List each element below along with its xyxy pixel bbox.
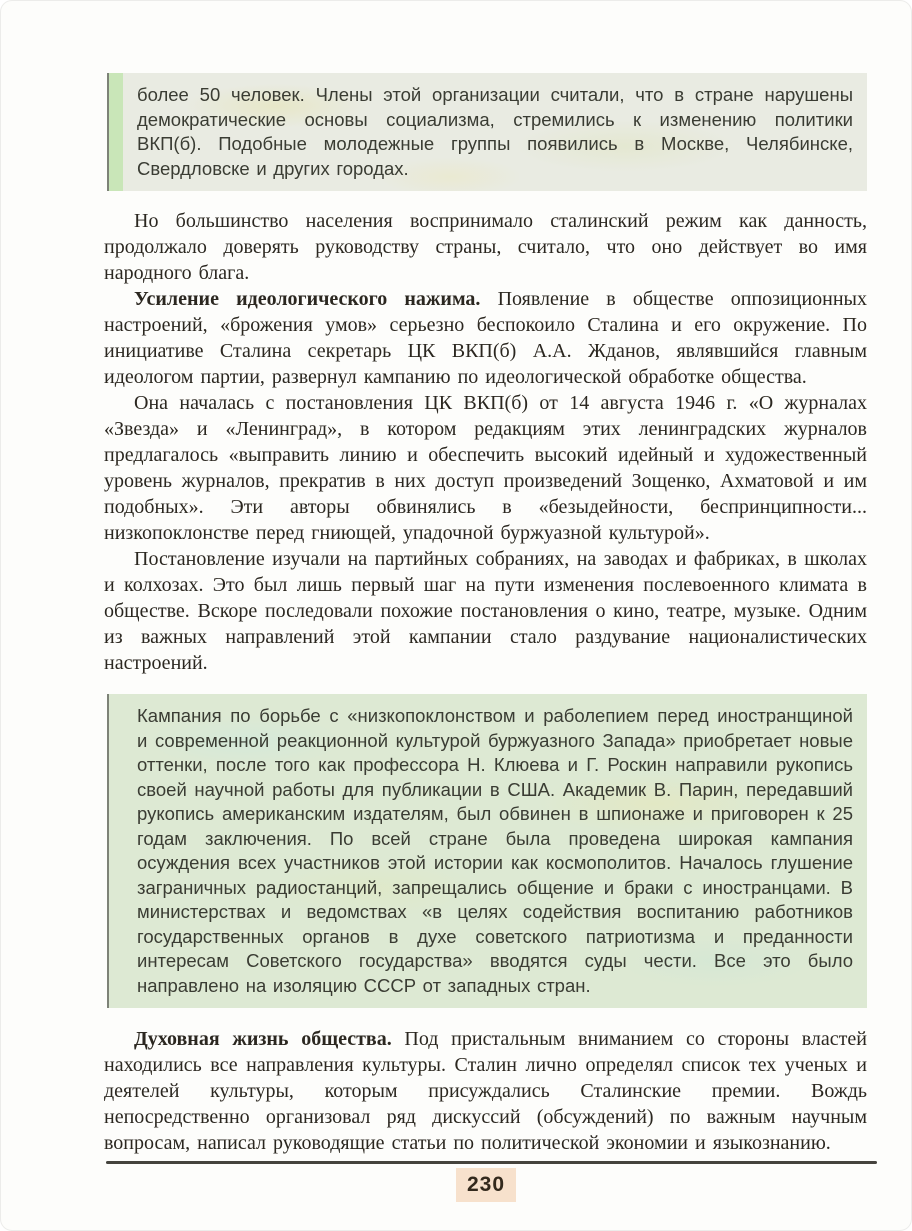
- body-paragraph: [104, 1026, 867, 1156]
- page-number-badge: [456, 1168, 516, 1202]
- body-paragraph: Постановление изучали на партийных собраниях, на заводах и фабриках, в школах и колхозах. Это был лишь первый шаг на пути изменения послевоенного климата в обществе. Вскоре последовали похожие постановления о кино, театре, музыке. Одним из важных направлений этой кампании стало раздувание националистических настроений.: [104, 548, 867, 674]
- body-paragraph: Она началась с постановления ЦК ВКП(б) от 14 августа 1946 г. «О журналах «Звезда» и «Ленинград», в котором редакциям этих ленинградских журналов предлагалось «выправить линию и обеспечить высокий идейный и художественный уровень журналов, прекратив в них доступ произведений Зощенко, Ахматовой и им подобных». Эти авторы обвинялись в «безыдейности, беспринципности... низкопоклонстве перед гниющей, упадочной буржуазной культурой».: [104, 392, 867, 544]
- body-paragraph: [104, 286, 867, 390]
- inset-middle-text: Кампания по борьбе с «низкопоклонством и раболепием перед иностранщиной и современной реакционной культурой буржуазного Запада» приобретает новые оттенки, после того как профессора Н. Клюева и Г. Роскин направили рукопись своей научной работы для публикации в США. Академик В. Парин, передавший рукопись американским издателям, был обвинен в шпионаже и приговорен к 25 годам заключения. По всей стране была проведена широкая кампания осуждения всех участников этой истории как космополитов. Началось глушение заграничных радиостанций, запрещались общение и браки с иностранцами. В министерствах и ведомствах «в целях содействия воспитанию работников государственных органов в духе советского патриотизма и преданности интересам Советского государства» вводятся суды чести. Все это было направлено на изоляцию СССР от западных стран.: [137, 705, 853, 996]
- highlight-box-middle: [107, 694, 867, 1008]
- body-paragraph: Но большинство населения воспринимало сталинский режим как данность, продолжало доверять руководству страны, считало, что оно действует во имя народного блага.: [104, 210, 867, 284]
- inset-accent-bar: [109, 73, 123, 191]
- inline-heading-spiritual-life: Духовная жизнь общества.: [134, 1028, 392, 1050]
- inline-heading-ideology: Усиление идеологического нажима.: [134, 288, 481, 310]
- highlight-box-top: [107, 73, 867, 191]
- footer-rule: [106, 1161, 877, 1164]
- inset-top-text: более 50 человек. Члены этой организации считали, что в стране нарушены демократические основы социализма, стремились к изменению политики ВКП(б). Подобные молодежные группы появились в Москве, Челябинске, Свердловске и других городах.: [137, 84, 853, 179]
- page-number: 230: [466, 1173, 506, 1196]
- paragraph-text: Под пристальным вниманием со стороны властей находились все направления культуры. Сталин лично определял список тех ученых и деятелей культуры, которым присуждались Сталинские премии. Вождь непосредственно организовал ряд дискуссий (обсуждений) по важным научным вопросам, написал руководящие статьи по политической экономии и языкознанию.: [104, 1028, 867, 1154]
- page-content: [104, 73, 867, 1156]
- paragraph-text: Появление в обществе оппозиционных настроений, «брожения умов» серьезно беспокоило Сталина и его окружение. По инициативе Сталина секретарь ЦК ВКП(б) А.А. Жданов, являвшийся главным идеологом партии, развернул кампанию по идеологической обработке общества.: [104, 288, 867, 388]
